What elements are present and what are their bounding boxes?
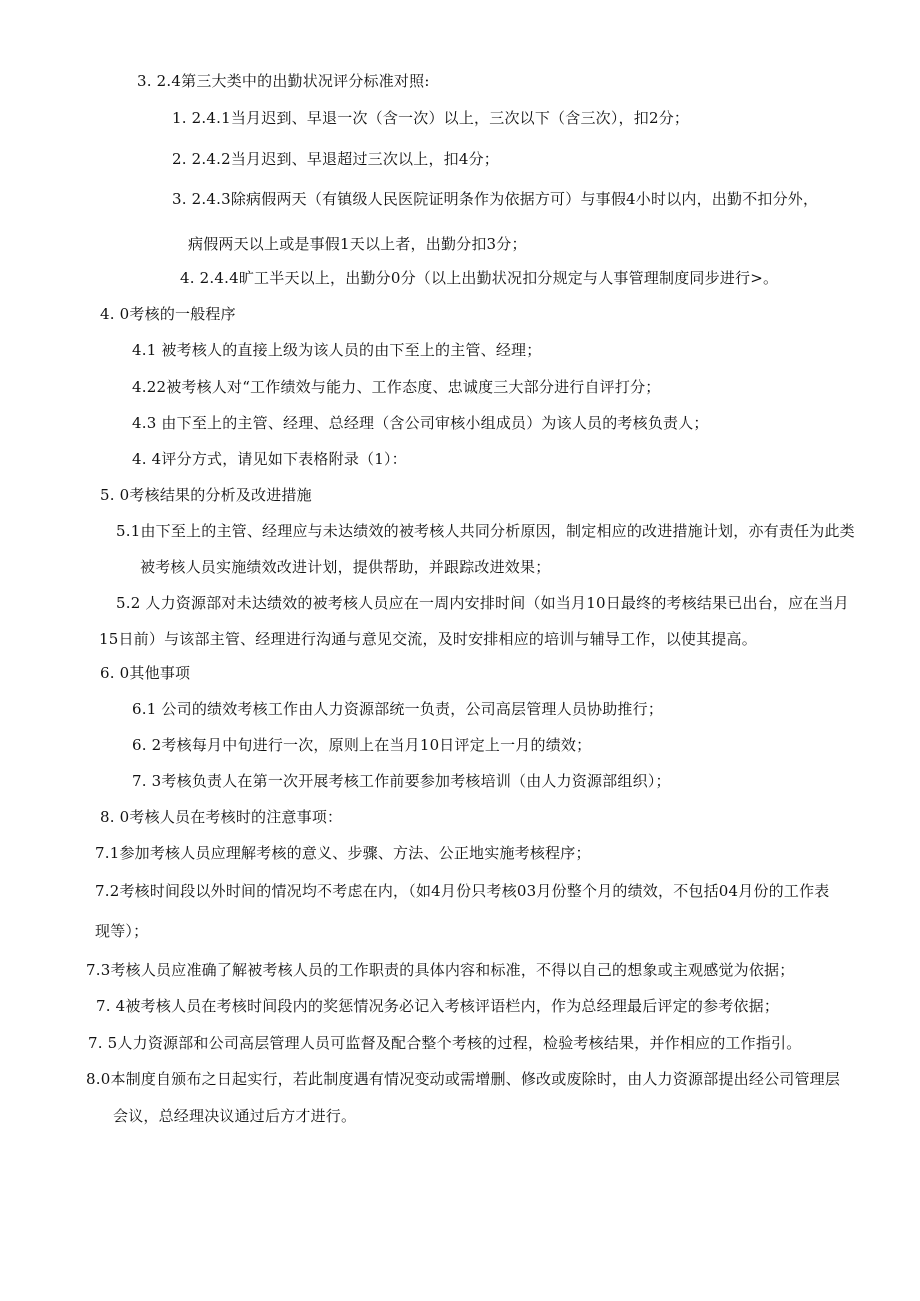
paragraph-7-2: 7.2考核时间段以外时间的情况均不考虑在内，（如4月份只考核03月份整个月的绩效，不包括04月份的工作表 [95,882,830,900]
paragraph-5-1: 5.1由下至上的主管、经理应与未达绩效的被考核人共同分析原因，制定相应的改进措施计划，亦有责任为此类 [116,522,855,540]
paragraph-7-2-continued: 现等）； [95,922,149,940]
paragraph-4-4: 4. 4评分方式，请见如下表格附录（1）： [132,450,407,468]
paragraph-6-1: 6.1 公司的绩效考核工作由人力资源部统一负责，公司高层管理人员协助推行； [132,700,664,718]
paragraph-4-1: 4.1 被考核人的直接上级为该人员的由下至上的主管、经理； [132,341,542,359]
paragraph-5-2-continued: 15日前）与该部主管、经理进行沟通与意见交流，及时安排相应的培训与辅导工作，以使其提高。 [99,630,757,648]
paragraph-4-3: 4.3 由下至上的主管、经理、总经理（含公司审核小组成员）为该人员的考核负责人； [132,414,709,432]
paragraph-5-1-continued: 被考核人员实施绩效改进计划，提供帮助，并跟踪改进效果； [140,558,551,576]
paragraph-7-3: 7.3考核人员应准确了解被考核人员的工作职责的具体内容和标准，不得以自己的想象或主观感觉为依据； [86,961,795,979]
section-7-heading: 8. 0考核人员在考核时的注意事项： [100,808,343,826]
section-3-2-4-heading: 3. 2.4第三大类中的出勤状况评分标准对照: [137,72,430,90]
paragraph-6-2: 6. 2考核每月中旬进行一次，原则上在当月10日评定上一月的绩效； [132,736,592,754]
paragraph-5-2: 5.2 人力资源部对未达绩效的被考核人员应在一周内安排时间（如当月10日最终的考核结果已出台，应在当月 [116,594,849,612]
paragraph-8-0: 8.0本制度自颁布之日起实行，若此制度遇有情况变动或需增删、修改或废除时，由人力资源部提出经公司管理层 [86,1070,841,1088]
paragraph-8-0-continued: 会议，总经理决议通过后方才进行。 [113,1107,357,1125]
paragraph-4-2: 4.22被考核人对“工作绩效与能力、工作态度、忠诚度三大部分进行自评打分； [132,378,661,396]
list-item-2-4-1: 1. 2.4.1当月迟到、早退一次（含一次）以上，三次以下（含三次），扣2分； [172,109,690,127]
paragraph-7-1: 7.1参加考核人员应理解考核的意义、步骤、方法、公正地实施考核程序； [95,844,591,862]
paragraph-7-4: 7. 4被考核人员在考核时间段内的奖惩情况务必记入考核评语栏内，作为总经理最后评定的参考依据； [96,997,780,1015]
list-item-2-4-4: 4. 2.4.4旷工半天以上，出勤分0分（以上出勤状况扣分规定与人事管理制度同步进行>。 [180,269,779,287]
list-item-2-4-2: 2. 2.4.2当月迟到、早退超过三次以上，扣4分； [172,150,499,168]
list-item-2-4-3-continued: 病假两天以上或是事假1天以上者，出勤分扣3分； [188,235,527,253]
section-4-heading: 4. 0考核的一般程序 [100,305,236,323]
list-item-2-4-3: 3. 2.4.3除病假两天（有镇级人民医院证明条作为依据方可）与事假4小时以内，出勤不扣分外， [172,190,819,208]
section-5-heading: 5. 0考核结果的分析及改进措施 [100,486,312,504]
section-6-heading: 6. 0其他事项 [100,664,191,682]
paragraph-7-5: 7. 5人力资源部和公司高层管理人员可监督及配合整个考核的过程，检验考核结果，并作相应的工作指引。 [88,1034,802,1052]
paragraph-6-3: 7. 3考核负责人在第一次开展考核工作前要参加考核培训（由人力资源部组织）； [132,772,671,790]
